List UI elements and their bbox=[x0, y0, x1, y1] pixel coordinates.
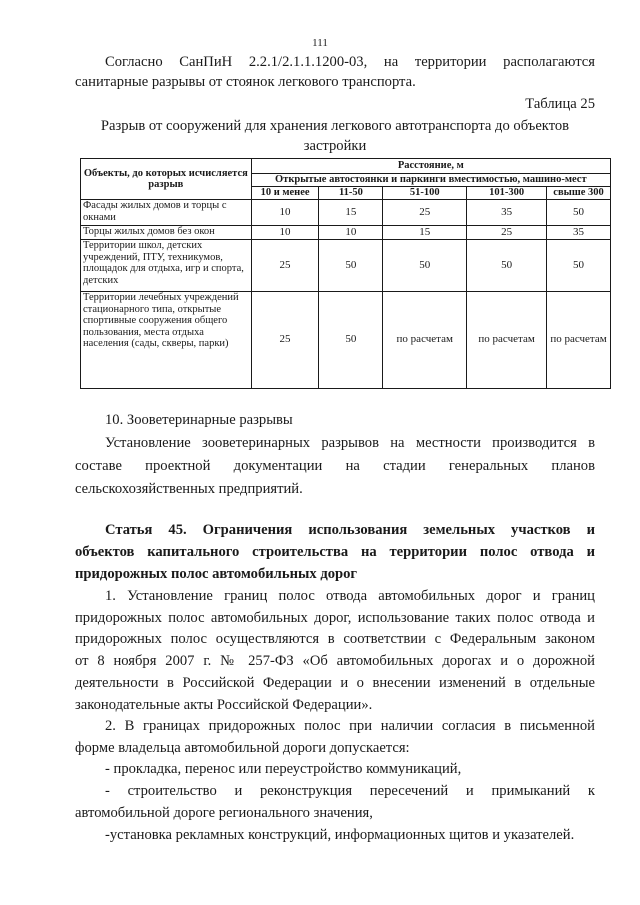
section-line: Установление зооветеринарных разрывов на местности производится в bbox=[105, 435, 595, 451]
section-line: сельскохозяйственных предприятий. bbox=[75, 481, 303, 497]
table-cell: 25 bbox=[251, 292, 319, 389]
article-heading-line: объектов капитального строительства на территории полос отвода и bbox=[75, 544, 595, 560]
paragraph-line: 1. Установление границ полос отвода автомобильных дорог и границ bbox=[105, 588, 595, 604]
row-label: Фасады жилых домов и торцы с окнами bbox=[81, 200, 252, 226]
intro-paragraph bbox=[75, 52, 595, 92]
paragraph-1 bbox=[75, 586, 595, 716]
bullet-item: - строительство и реконструкция пересечений и примыканий к bbox=[105, 783, 595, 800]
header-distance: Расстояние, м bbox=[251, 159, 610, 174]
intro-line: Согласно СанПиН 2.2.1/2.1.1.1200-03, на территории располагаются bbox=[105, 54, 595, 70]
table-row bbox=[81, 240, 611, 292]
table-cell: 50 bbox=[383, 240, 467, 292]
article-heading-line: придорожных полос автомобильных дорог bbox=[75, 566, 358, 582]
paragraph-line: придорожных полос осуществляются в соответствии с Федеральным законом bbox=[75, 631, 595, 648]
table-cell: 35 bbox=[467, 200, 547, 226]
table-cell: 25 bbox=[383, 200, 467, 226]
paragraph-line: законодательные акты Российской Федерации». bbox=[75, 696, 373, 713]
table-cell: 15 bbox=[319, 200, 383, 226]
table-cell: 50 bbox=[319, 240, 383, 292]
paragraph-2 bbox=[75, 716, 595, 846]
bullet-item: автомобильной дороге регионального значения, bbox=[75, 804, 373, 821]
header-group: Открытые автостоянки и паркинги вместимостью, машино-мест bbox=[251, 174, 610, 187]
table-cell: 50 bbox=[547, 200, 611, 226]
table-title bbox=[70, 116, 600, 156]
table-row bbox=[81, 292, 611, 389]
row-label: Территории лечебных учреждений стационарного типа, открытые спортивные сооружения общего пользования, места отдыха населения (сады, скверы, парки) bbox=[81, 292, 252, 389]
table-cell: по расчетам bbox=[547, 292, 611, 389]
table-cell: по расчетам bbox=[467, 292, 547, 389]
column-header: 101-300 bbox=[467, 187, 547, 200]
header-objects: Объекты, до которых исчисляется разрыв bbox=[81, 159, 252, 200]
section-10 bbox=[75, 410, 595, 499]
column-header: 11-50 bbox=[319, 187, 383, 200]
row-label: Территории школ, детских учреждений, ПТУ, техникумов, площадок для отдыха, игр и спорта, детских bbox=[81, 240, 252, 292]
table-cell: 15 bbox=[383, 226, 467, 240]
table-cell: 35 bbox=[547, 226, 611, 240]
paragraph-line: придорожных полос автомобильных дорог, использование таких полос отвода и bbox=[75, 609, 595, 626]
distance-table bbox=[80, 158, 611, 389]
table-cell: 10 bbox=[251, 200, 319, 226]
bullet-item: - прокладка, перенос или переустройство коммуникаций, bbox=[105, 761, 462, 778]
row-label: Торцы жилых домов без окон bbox=[81, 226, 252, 240]
column-header: свыше 300 bbox=[547, 187, 611, 200]
table-label: Таблица 25 bbox=[525, 96, 595, 112]
intro-line: санитарные разрывы от стоянок легкового транспорта. bbox=[75, 74, 416, 90]
section-heading: 10. Зооветеринарные разрывы bbox=[105, 412, 293, 428]
paragraph-line: 2. В границах придорожных полос при наличии согласия в письменной bbox=[105, 718, 595, 734]
table-cell: 25 bbox=[251, 240, 319, 292]
column-header: 51-100 bbox=[383, 187, 467, 200]
column-header: 10 и менее bbox=[251, 187, 319, 200]
table-title-line: застройки bbox=[303, 138, 367, 154]
paragraph-line: от 8 ноября 2007 г. № 257-ФЗ «Об автомобильных дорогах и о дорожной bbox=[75, 653, 595, 670]
article-heading-line: Статья 45. Ограничения использования земельных участков и bbox=[105, 522, 595, 538]
section-line: составе проектной документации на стадии генеральных планов bbox=[75, 458, 595, 474]
table-row bbox=[81, 226, 611, 240]
table-cell: 10 bbox=[251, 226, 319, 240]
table-cell: 25 bbox=[467, 226, 547, 240]
page-number: 111 bbox=[312, 37, 328, 49]
paragraph-line: деятельности в Российской Федерации и о внесении изменений в отдельные bbox=[75, 674, 595, 691]
table-title-line: Разрыв от сооружений для хранения легкового автотранспорта до объектов bbox=[100, 118, 570, 134]
table-cell: по расчетам bbox=[383, 292, 467, 389]
table-cell: 50 bbox=[467, 240, 547, 292]
table-cell: 50 bbox=[547, 240, 611, 292]
paragraph-line: форме владельца автомобильной дороги допускается: bbox=[75, 739, 410, 756]
bullet-item: -установка рекламных конструкций, информационных щитов и указателей. bbox=[105, 826, 575, 843]
table-row bbox=[81, 200, 611, 226]
article-45-heading bbox=[75, 519, 595, 585]
table-cell: 50 bbox=[319, 292, 383, 389]
table-cell: 10 bbox=[319, 226, 383, 240]
